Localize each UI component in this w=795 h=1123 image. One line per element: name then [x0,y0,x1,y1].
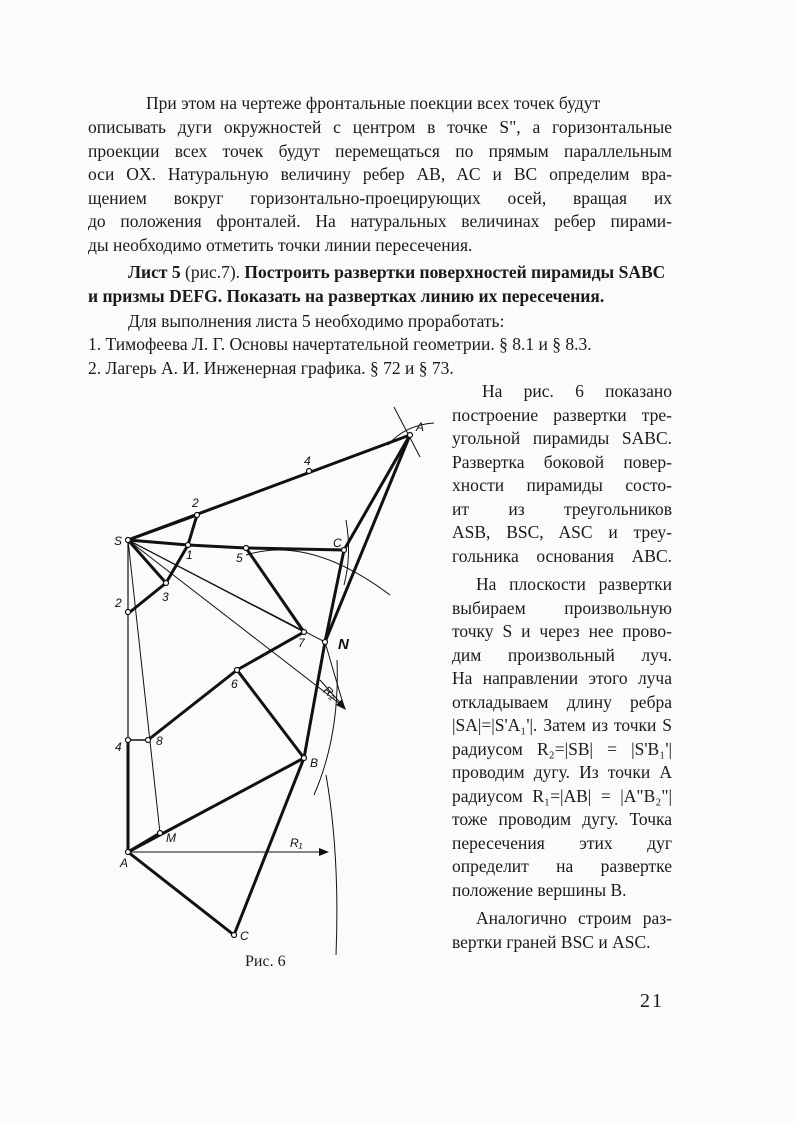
reference-1: 1. Тимофеева Л. Г. Основы начертательной геометрии. § 8.1 и § 8.3. [88,334,592,354]
label-3: 3 [162,590,169,604]
label-1: 1 [186,548,193,562]
rc-p2-l10: радиусом R₁=|AB| = |A"B₂"| [452,785,672,806]
label-B: B [310,756,319,770]
label-S: S [114,534,123,548]
rc-p2-l7: |SA|=|S'A₁'|. Затем из точки S [452,715,672,735]
rc-p2-l9: проводим дугу. Из точки A [452,762,672,782]
rc-p2-l8: радиусом R₂=|SB| = |S'B₁'| [452,738,672,759]
rc-p2-l12: пересечения этих дуг [452,832,672,853]
label-4-top: 4 [304,454,311,468]
para1-line1: При этом на чертеже фронтальные поекции всех точек будут [146,93,601,113]
rc-p2-l3: точку S и через нее прово- [452,621,672,641]
reference-2: 2. Лагерь А. И. Инженерная графика. § 72 и § 73. [88,358,454,378]
label-A-bottom: A [120,856,129,870]
label-4-left: 4 [115,740,122,754]
para1-line3: проекции всех точек будут перемещаться по прямым параллельным [88,141,672,161]
rc-p1-l3: угольной пирамиды SABC. [452,428,672,448]
page-number: 21 [640,990,664,1012]
para1-line7: ды необходимо отметить точки линии пересечения. [88,235,473,255]
para1-line2: описывать дуги окружностей с центром в точке S", а горизонтальные [88,117,672,137]
rc-p3-l2: вертки граней BSC и ASC. [452,931,651,952]
para1-line5: щением вокруг горизонтально-проецирующих осей, вращая их [88,188,672,208]
label-C-bottom: C [240,929,249,943]
label-R2: R₂ [320,683,340,703]
label-2-top: 2 [192,496,199,510]
label-R1: R₁ [290,836,303,850]
rc-p2-l1: На плоскости развертки [476,574,672,594]
sheet-figure-ref: (рис.7). [185,262,241,282]
rc-p1-l5: хности пирамиды состо- [452,475,672,495]
rc-p2-l14: положение вершины B. [452,879,627,900]
label-8: 8 [156,734,163,748]
figure-caption: Рис. 6 [245,953,286,970]
rc-p3-l1: Аналогично строим раз- [476,908,672,928]
sheet-task-line2: и призмы DEFG. Показать на развертках линию их пересечения. [88,286,605,306]
label-N: N [338,636,349,653]
para1-line4: оси OX. Натуральную величину ребер AB, AC и BC определим вра- [88,164,672,184]
rc-p2-l5: На направлении этого луча [452,668,672,688]
study-intro: Для выполнения листа 5 необходимо проработать: [128,311,505,331]
sheet-task-line1: Построить развертки поверхностей пирамиды SABC [244,262,666,282]
label-M: M [166,831,176,845]
sheet-label: Лист 5 [128,262,181,282]
sheet-header-line1 [128,261,665,284]
rc-p2-l2: выбираем произвольную [452,597,672,618]
label-5: 5 [236,551,243,565]
rc-p2-l11: тоже проводим дугу. Точка [452,809,672,829]
rc-p1-l8: гольника основания ABC. [452,545,672,566]
rc-p1-l1: На рис. 6 показано [482,381,672,401]
para1-line6: до положения фронталей. На натуральных величинах ребер пирами- [88,211,672,231]
rc-p2-l4: дим произвольный луч. [452,644,672,665]
rc-p2-l6: откладываем длину ребра [452,691,672,712]
label-A-top: A [416,420,425,434]
label-6: 6 [231,677,238,691]
rc-p1-l4: Развертка боковой повер- [452,451,672,472]
rc-p2-l13: определит на развертке [452,856,672,876]
rc-p1-l2: построение развертки тре- [452,404,672,425]
label-7: 7 [298,636,305,650]
figure-6-development-drawing [100,395,450,955]
label-C-mid: C [333,536,342,550]
rc-p1-l7: ASB, BSC, ASC и треу- [452,522,672,542]
rc-p1-l6: ит из треугольников [452,498,672,519]
label-2-left: 2 [115,596,122,610]
